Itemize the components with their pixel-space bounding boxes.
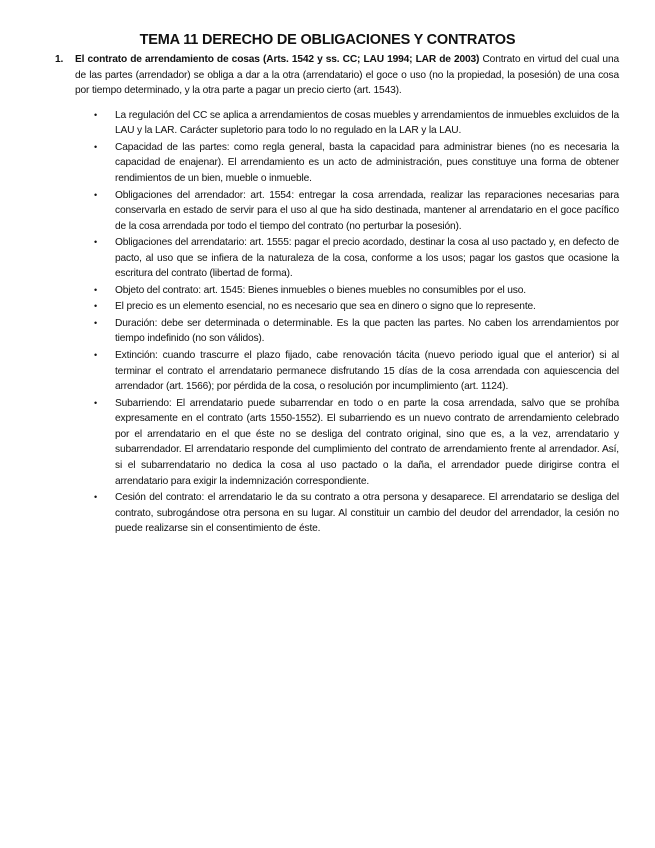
section-number: 1. [55, 54, 64, 65]
list-item [53, 348, 619, 395]
section-intro [53, 52, 619, 99]
list-item [53, 188, 619, 235]
bullet-icon: • [94, 317, 98, 328]
list-item-text: El precio es un elemento esencial, no es necesario que sea en dinero o signo que lo represente. [115, 301, 536, 313]
list-item-text: Obligaciones del arrendador: art. 1554: entregar la cosa arrendada, realizar las reparaciones necesarias para conservarla en estado de servir para el uso al que ha sido destinada, mantener al arrendatario en el goce pacífico de la cosa arrendada por todo el tiempo del contrato (no perturbar la posesión). [115, 189, 619, 232]
bullet-icon: • [94, 349, 98, 360]
section-heading: El contrato de arrendamiento de cosas [75, 54, 260, 65]
list-item [53, 108, 619, 139]
bullet-icon: • [94, 109, 98, 120]
page-title: TEMA 11 DERECHO DE OBLIGACIONES Y CONTRATOS [139, 32, 516, 48]
section-intro-text: Contrato en virtud del cual una de las partes (arrendador) se obliga a dar a la otra (arrendatario) el goce o uso (no la propiedad, la posesión) de una cosa por tiempo determinado, y la otra parte a pagar un precio cierto (art. 1543). [75, 54, 619, 97]
list-item-text: La regulación del CC se aplica a arrendamientos de cosas muebles y arrendamientos de inmuebles excluidos de la LAU y la LAR. Carácter supletorio para todo lo no regulado en la LAR y la LAU. [115, 109, 619, 137]
list-item [53, 140, 619, 187]
bullet-icon: • [94, 284, 98, 295]
list-item-text: Subarriendo: El arrendatario puede subarrendar en todo o en parte la cosa arrendada, salvo que se prohíba expresamente en el contrato (arts 1550-1552). El subarriendo es un nuevo contrato de arrendamiento celebrado por el arrendatario en el que éste no se desliga del contrato original, sino que es, a la vez, arrendatario y subarrendador. El arrendatario responde del cumplimiento del contrato de arrendamiento frente al arrendador. Así, si el subarrendatario no dedica la cosa al uso pactado o la daña, el arrendador puede dirigirse contra el arrendatario para exigir la indemnización correspondiente. [115, 397, 619, 487]
bullet-icon: • [94, 237, 98, 248]
section-reference: (Arts. 1542 y ss. CC; LAU 1994; LAR de 2003) [263, 54, 480, 65]
list-item-text: Duración: debe ser determinada o determinable. Es la que pacten las partes. No caben los arrendamientos por tiempo indefinido (no son válidos). [115, 317, 619, 345]
bullet-icon: • [94, 141, 98, 152]
list-item [53, 396, 619, 490]
list-item [53, 235, 619, 282]
bullet-icon: • [94, 397, 98, 408]
bullet-icon: • [94, 189, 98, 200]
section-contrato-arrendamiento [53, 52, 619, 538]
bullet-list [53, 108, 619, 537]
list-item-text: Cesión del contrato: el arrendatario le da su contrato a otra persona y desaparece. El arrendatario se desliga del contrato, subrogándose otra persona en su lugar. Al constituir un cambio del deudor del arrendador, la cesión no puede realizarse sin el consentimiento de éste. [115, 492, 619, 535]
list-item [53, 299, 619, 315]
list-item [53, 316, 619, 347]
bullet-icon: • [94, 301, 98, 312]
bullet-icon: • [94, 492, 98, 503]
list-item [53, 283, 619, 299]
list-item [53, 490, 619, 537]
list-item-text: Capacidad de las partes: como regla general, basta la capacidad para administrar bienes (no es necesaria la capacidad de enajenar). El arrendamiento es un acto de administración, pues constituye una forma de obtener rendimientos de un bien, mueble o inmueble. [115, 141, 619, 185]
list-item-text: Objeto del contrato: art. 1545: Bienes inmuebles o bienes muebles no consumibles por el uso. [115, 284, 526, 296]
list-item-text: Extinción: cuando trascurre el plazo fijado, cabe renovación tácita (nuevo periodo igual que el anterior) si al terminar el contrato el arrendatario permanece disfrutando 15 días de la cosa arrendada con aquiescencia del arrendador (art. 1566); por pérdida de la cosa, o resolución por incumplimiento (art. 1124). [115, 349, 619, 393]
list-item-text: Obligaciones del arrendatario: art. 1555: pagar el precio acordado, destinar la cosa al uso pactado y, en defecto de pacto, al uso que se infiera de la naturaleza de la cosa, conforme a los usos; pagar los gastos que ocasione la escritura del contrato (libertad de forma). [115, 237, 619, 280]
